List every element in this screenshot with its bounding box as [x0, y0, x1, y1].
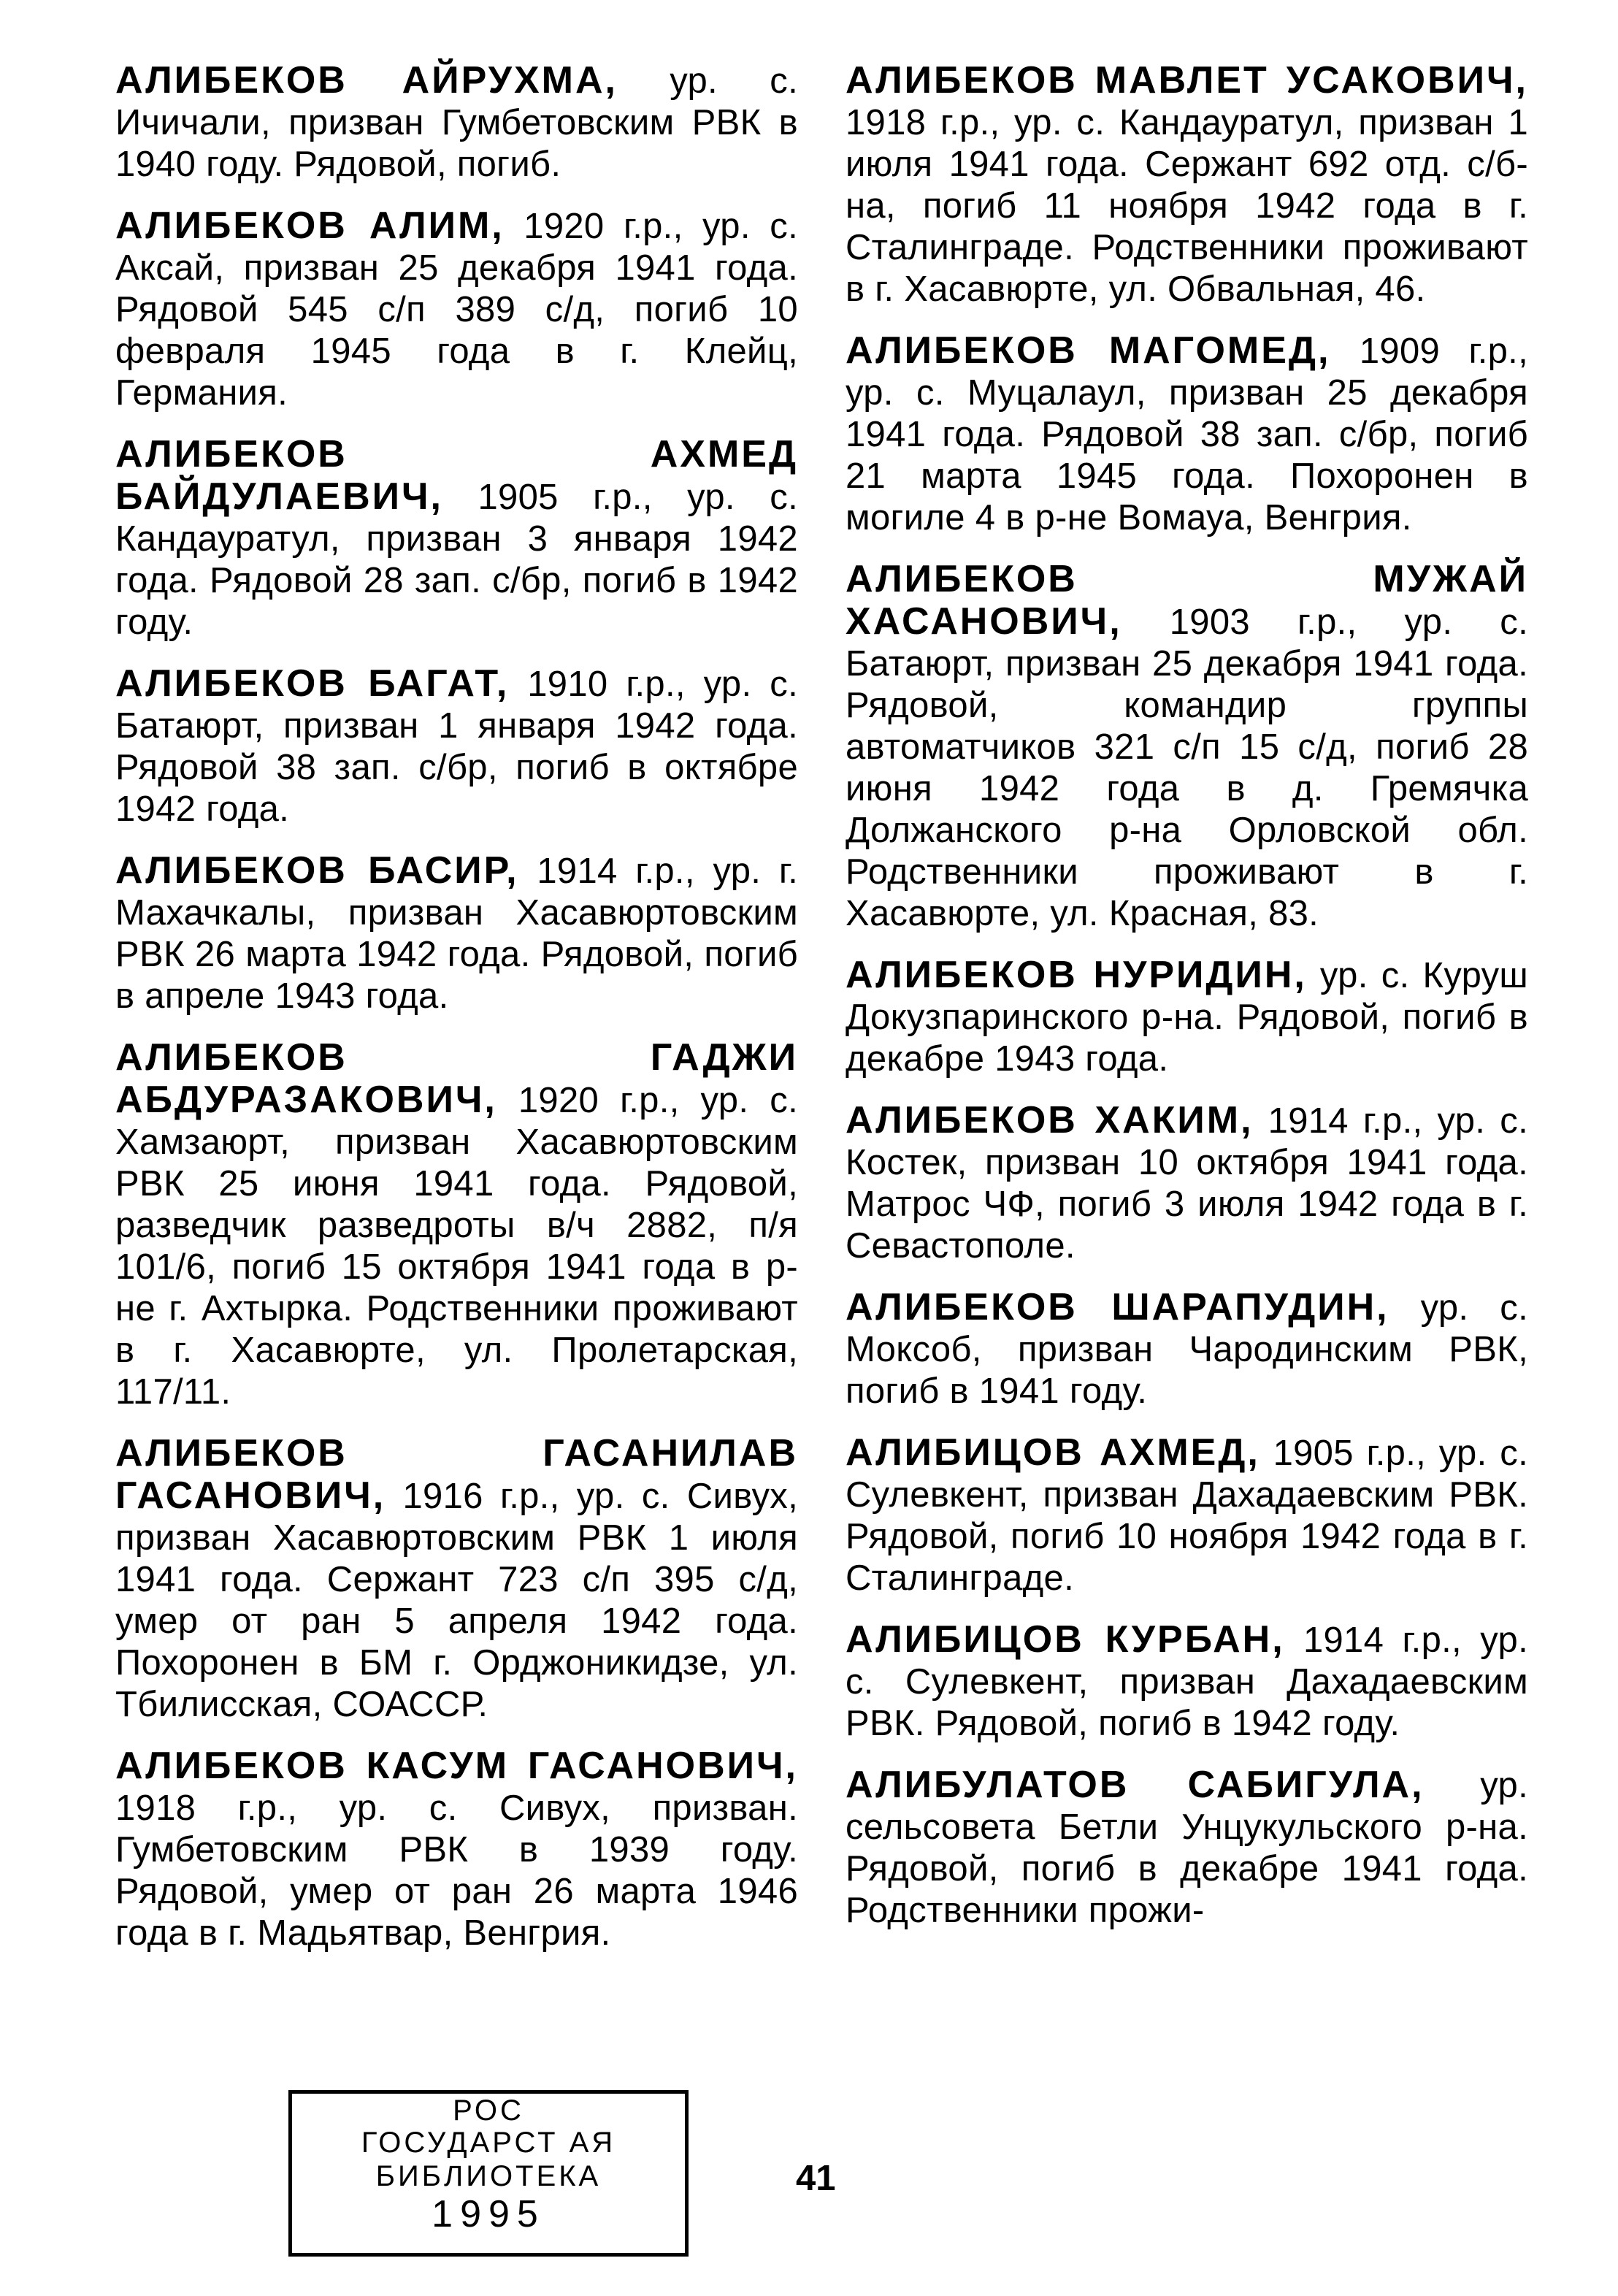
entry-text: 1910 г.р., ур. с. Батаюрт, призван 1 января 1942 года. Рядовой 38 зап. с/бр, погиб в октябре 1942 года. [115, 665, 798, 829]
stamp-line-3: БИБЛИОТЕКА [375, 2160, 602, 2192]
entry-text: 1916 г.р., ур. с. Сивух, призван Хасавюртовским РВК 1 июля 1941 года. Сержант 723 с/п 395 с/д, умер от ран 5 апреля 1942 года. Похоронен в БМ г. Орджоникидзе, ул. Тбилисская, СОАССР. [115, 1477, 798, 1724]
list-item [846, 954, 1528, 1080]
entry-name: АЛИБЕКОВ МАГОМЕД, [846, 329, 1331, 372]
entry-name: АЛИБИЦОВ АХМЕД, [846, 1431, 1260, 1474]
list-item [846, 1619, 1528, 1745]
entry-name: АЛИБЕКОВ БАСИР, [115, 849, 519, 892]
entry-text: 1914 г.р., ур. г. Махачкалы, призван Хасавюртовским РВК 26 марта 1942 года. Рядовой, погиб в апреле 1943 года. [115, 852, 798, 1016]
entry-name: АЛИБЕКОВ ХАКИМ, [846, 1099, 1254, 1141]
list-item [846, 559, 1528, 935]
list-item [115, 850, 798, 1017]
entry-text: ур. с. Куруш Докузпаринского р-на. Рядовой, погиб в декабре 1943 года. [846, 956, 1528, 1079]
entry-name: АЛИБЕКОВ АХМЕД БАЙДУЛАЕВИЧ, [115, 433, 798, 518]
entry-name: АЛИБЕКОВ МАВЛЕТ УСАКОВИЧ, [846, 59, 1528, 102]
entry-text: 1909 г.р., ур. с. Муцалаул, призван 25 декабря 1941 года. Рядовой 38 зап. с/бр, погиб 21 марта 1945 года. Похоронен в могиле 4 в р-не Вомауа, Венгрия. [846, 332, 1528, 537]
entry-text: ур. сельсовета Бетли Унцукульского р-на. Рядовой, погиб в декабре 1941 года. Родственники прожи- [846, 1766, 1528, 1930]
entry-name: АЛИБЕКОВ ГАДЖИ АБДУРАЗАКОВИЧ, [115, 1036, 798, 1121]
list-item [115, 205, 798, 414]
entry-text: 1920 г.р., ур. с. Аксай, призван 25 декабря 1941 года. Рядовой 545 с/п 389 с/д, погиб 10 февраля 1945 года в г. Клейц, Германия. [115, 207, 798, 413]
entry-name: АЛИБИЦОВ КУРБАН, [846, 1618, 1285, 1661]
entry-name: АЛИБЕКОВ НУРИДИН, [846, 954, 1307, 996]
entry-text: 1918 г.р., ур. с. Сивух, призван. Гумбетовским РВК в 1939 году. Рядовой, умер от ран 26 марта 1946 года в г. Мадьятвар, Венгрия. [115, 1788, 798, 1953]
list-item [115, 434, 798, 643]
entry-text: 1905 г.р., ур. с. Сулевкент, призван Дахадаевским РВК. Рядовой, погиб 10 ноября 1942 года в г. Сталинграде. [846, 1434, 1528, 1598]
entry-name: АЛИБЕКОВ КАСУМ ГАСАНОВИЧ, [115, 1745, 798, 1787]
column-left [115, 60, 798, 1974]
list-item [846, 1287, 1528, 1412]
entry-text: ур. с. Ичичали, призван Гумбетовским РВК в 1940 году. Рядовой, погиб. [115, 61, 798, 184]
entry-name: АЛИБЕКОВ БАГАТ, [115, 662, 510, 705]
entry-text: 1920 г.р., ур. с. Хамзаюрт, призван Хасавюртовским РВК 25 июня 1941 года. Рядовой, разведчик разведроты в/ч 2882, п/я 101/6, погиб 15 октября 1941 года в р-не г. Ахтырка. Родственники проживают в г. Хасавюрте, ул. Пролетарская, 117/11. [115, 1081, 798, 1412]
stamp-year: 1995 [432, 2193, 545, 2235]
entry-text: 1903 г.р., ур. с. Батаюрт, призван 25 декабря 1941 года. Рядовой, командир группы автоматчиков 321 с/п 15 с/д, погиб 28 июня 1942 года в д. Гремячка Должанского р-на Орловской обл. Родственники проживают в г. Хасавюрте, ул. Красная, 83. [846, 602, 1528, 933]
list-item [846, 1100, 1528, 1267]
list-item [115, 1745, 798, 1954]
entry-name: АЛИБЕКОВ МУЖАЙ ХАСАНОВИЧ, [846, 558, 1528, 643]
entry-name: АЛИБЕКОВ АЛИМ, [115, 204, 505, 247]
list-item [846, 1764, 1528, 1932]
entry-text: ур. с. Моксоб, призван Чародинским РВК, погиб в 1941 году. [846, 1288, 1528, 1411]
list-item [115, 1037, 798, 1413]
list-item [115, 60, 798, 185]
entry-name: АЛИБЕКОВ АЙРУХМА, [115, 59, 618, 102]
entry-name: АЛИБУЛАТОВ САБИГУЛА, [846, 1764, 1425, 1806]
list-item [846, 330, 1528, 539]
stamp-line-2: ГОСУДАРСТ АЯ [361, 2127, 616, 2159]
page-number: 41 [796, 2159, 836, 2198]
entry-text: 1914 г.р., ур. с. Сулевкент, призван Дахадаевским РВК. Рядовой, погиб в 1942 году. [846, 1620, 1528, 1743]
entry-text: 1918 г.р., ур. с. Кандауратул, призван 1 июля 1941 года. Сержант 692 отд. с/б-на, погиб 11 ноября 1942 года в г. Сталинграде. Родственники проживают в г. Хасавюрте, ул. Обвальная, 46. [846, 103, 1528, 309]
entry-text: 1914 г.р., ур. с. Костек, призван 10 октября 1941 года. Матрос ЧФ, погиб 3 июля 1942 года в г. Севастополе. [846, 1101, 1529, 1266]
list-item [846, 60, 1528, 310]
library-stamp [288, 2090, 689, 2257]
list-item [115, 663, 798, 830]
entry-name: АЛИБЕКОВ ШАРАПУДИН, [846, 1286, 1389, 1328]
entry-name: АЛИБЕКОВ ГАСАНИЛАВ ГАСАНОВИЧ, [115, 1432, 798, 1517]
column-right [846, 60, 1528, 1951]
stamp-line-1: РОС [453, 2094, 524, 2127]
list-item [846, 1432, 1528, 1599]
list-item [115, 1433, 798, 1726]
entry-text: 1905 г.р., ур. с. Кандауратул, призван 3 января 1942 года. Рядовой 28 зап. с/бр, погиб в 1942 году. [115, 478, 798, 642]
